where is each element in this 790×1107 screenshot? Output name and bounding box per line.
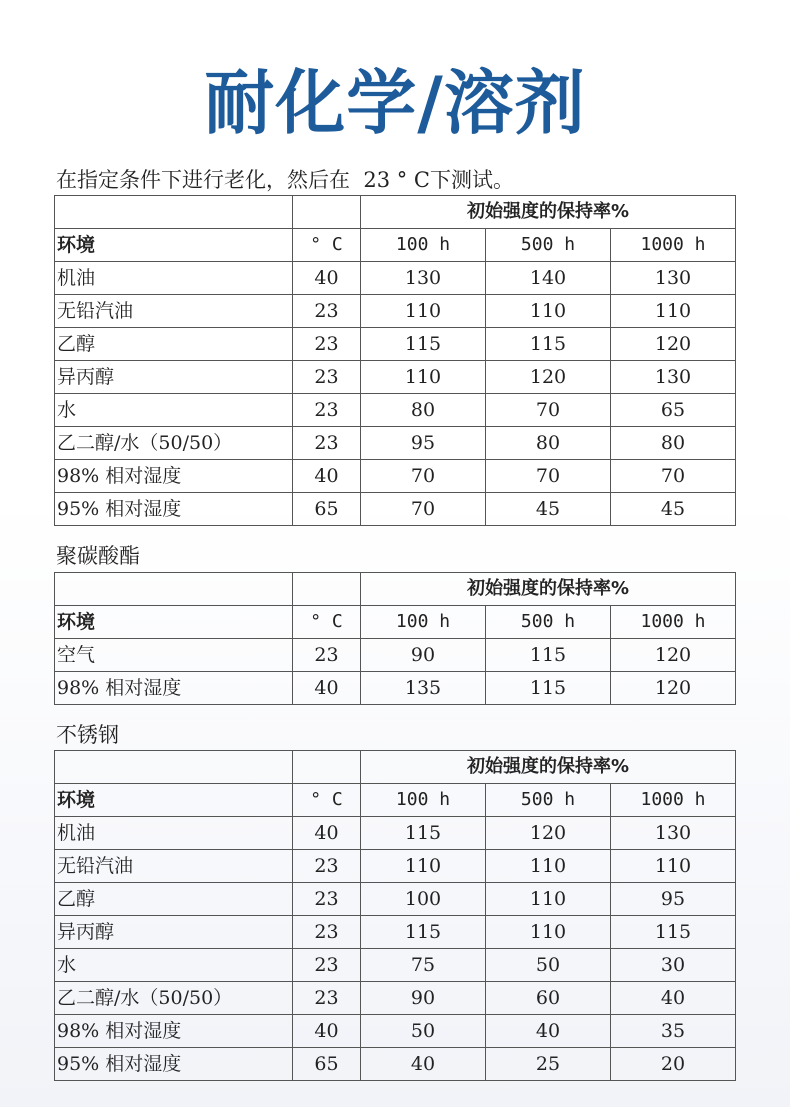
- column-header-row: [55, 606, 736, 639]
- header-500h: 500 h: [486, 229, 611, 262]
- value-100h-cell: 95: [361, 427, 486, 460]
- value-500h-cell: 140: [486, 262, 611, 295]
- section-label-polycarbonate: 聚碳酸酯: [56, 544, 140, 568]
- header-environment: 环境: [55, 606, 293, 639]
- group-header-row: [55, 751, 736, 784]
- value-500h-cell: 40: [486, 1015, 611, 1048]
- temperature-cell: 65: [293, 1048, 361, 1081]
- value-100h-cell: 115: [361, 916, 486, 949]
- table-row: [55, 328, 736, 361]
- empty-cell: [293, 573, 361, 606]
- value-100h-cell: 70: [361, 493, 486, 526]
- value-1000h-cell: 130: [611, 817, 736, 850]
- value-500h-cell: 45: [486, 493, 611, 526]
- table-row: [55, 493, 736, 526]
- environment-cell: 98% 相对湿度: [55, 672, 293, 705]
- table-row: [55, 883, 736, 916]
- table-row: [55, 949, 736, 982]
- value-100h-cell: 80: [361, 394, 486, 427]
- temperature-cell: 23: [293, 427, 361, 460]
- value-1000h-cell: 115: [611, 916, 736, 949]
- value-100h-cell: 110: [361, 295, 486, 328]
- header-1000h: 1000 h: [611, 606, 736, 639]
- header-100h: 100 h: [361, 606, 486, 639]
- value-500h-cell: 120: [486, 817, 611, 850]
- value-1000h-cell: 80: [611, 427, 736, 460]
- value-1000h-cell: 70: [611, 460, 736, 493]
- environment-cell: 乙二醇/水（50/50）: [55, 427, 293, 460]
- value-1000h-cell: 120: [611, 639, 736, 672]
- value-100h-cell: 110: [361, 361, 486, 394]
- header-1000h: 1000 h: [611, 229, 736, 262]
- temperature-cell: 23: [293, 949, 361, 982]
- retention-table-polycarbonate: [54, 572, 736, 705]
- value-1000h-cell: 45: [611, 493, 736, 526]
- empty-cell: [293, 751, 361, 784]
- empty-cell: [293, 196, 361, 229]
- header-environment: 环境: [55, 784, 293, 817]
- value-500h-cell: 80: [486, 427, 611, 460]
- value-500h-cell: 70: [486, 394, 611, 427]
- header-500h: 500 h: [486, 606, 611, 639]
- value-500h-cell: 115: [486, 328, 611, 361]
- header-500h: 500 h: [486, 784, 611, 817]
- value-1000h-cell: 120: [611, 328, 736, 361]
- environment-cell: 异丙醇: [55, 361, 293, 394]
- value-1000h-cell: 30: [611, 949, 736, 982]
- environment-cell: 空气: [55, 639, 293, 672]
- header-1000h: 1000 h: [611, 784, 736, 817]
- table-row: [55, 427, 736, 460]
- empty-cell: [55, 573, 293, 606]
- table-row: [55, 394, 736, 427]
- table-row: [55, 672, 736, 705]
- temperature-cell: 23: [293, 361, 361, 394]
- header-temperature: ° C: [293, 229, 361, 262]
- temperature-cell: 40: [293, 672, 361, 705]
- value-100h-cell: 75: [361, 949, 486, 982]
- value-500h-cell: 70: [486, 460, 611, 493]
- temperature-cell: 40: [293, 262, 361, 295]
- table-row: [55, 850, 736, 883]
- value-1000h-cell: 20: [611, 1048, 736, 1081]
- section-label-stainless-steel: 不锈钢: [56, 723, 119, 747]
- value-1000h-cell: 95: [611, 883, 736, 916]
- group-header: 初始强度的保持率%: [361, 751, 736, 784]
- value-1000h-cell: 110: [611, 295, 736, 328]
- environment-cell: 水: [55, 949, 293, 982]
- value-100h-cell: 100: [361, 883, 486, 916]
- group-header-row: [55, 196, 736, 229]
- table-row: [55, 460, 736, 493]
- value-100h-cell: 115: [361, 817, 486, 850]
- header-temperature: ° C: [293, 606, 361, 639]
- environment-cell: 异丙醇: [55, 916, 293, 949]
- value-500h-cell: 110: [486, 850, 611, 883]
- value-1000h-cell: 120: [611, 672, 736, 705]
- empty-cell: [55, 196, 293, 229]
- value-500h-cell: 60: [486, 982, 611, 1015]
- environment-cell: 乙醇: [55, 328, 293, 361]
- value-1000h-cell: 65: [611, 394, 736, 427]
- environment-cell: 水: [55, 394, 293, 427]
- temperature-cell: 40: [293, 460, 361, 493]
- value-100h-cell: 40: [361, 1048, 486, 1081]
- environment-cell: 机油: [55, 262, 293, 295]
- group-header: 初始强度的保持率%: [361, 196, 736, 229]
- header-environment: 环境: [55, 229, 293, 262]
- group-header-row: [55, 573, 736, 606]
- group-header: 初始强度的保持率%: [361, 573, 736, 606]
- table-row: [55, 1015, 736, 1048]
- value-1000h-cell: 130: [611, 361, 736, 394]
- value-500h-cell: 110: [486, 883, 611, 916]
- table-row: [55, 361, 736, 394]
- temperature-cell: 40: [293, 1015, 361, 1048]
- temperature-cell: 23: [293, 916, 361, 949]
- temperature-cell: 23: [293, 295, 361, 328]
- environment-cell: 无铅汽油: [55, 295, 293, 328]
- value-500h-cell: 110: [486, 295, 611, 328]
- value-500h-cell: 115: [486, 639, 611, 672]
- value-500h-cell: 50: [486, 949, 611, 982]
- table-row: [55, 817, 736, 850]
- value-1000h-cell: 35: [611, 1015, 736, 1048]
- temperature-cell: 40: [293, 817, 361, 850]
- table-row: [55, 262, 736, 295]
- temperature-cell: 23: [293, 883, 361, 916]
- value-100h-cell: 115: [361, 328, 486, 361]
- header-temperature: ° C: [293, 784, 361, 817]
- value-500h-cell: 120: [486, 361, 611, 394]
- retention-table-default: [54, 195, 736, 526]
- temperature-cell: 23: [293, 639, 361, 672]
- temperature-cell: 23: [293, 982, 361, 1015]
- temperature-cell: 65: [293, 493, 361, 526]
- column-header-row: [55, 229, 736, 262]
- value-500h-cell: 110: [486, 916, 611, 949]
- table-row: [55, 639, 736, 672]
- value-100h-cell: 90: [361, 982, 486, 1015]
- value-100h-cell: 50: [361, 1015, 486, 1048]
- environment-cell: 无铅汽油: [55, 850, 293, 883]
- empty-cell: [55, 751, 293, 784]
- value-1000h-cell: 110: [611, 850, 736, 883]
- environment-cell: 98% 相对湿度: [55, 1015, 293, 1048]
- value-100h-cell: 90: [361, 639, 486, 672]
- table-row: [55, 982, 736, 1015]
- header-100h: 100 h: [361, 784, 486, 817]
- environment-cell: 乙醇: [55, 883, 293, 916]
- temperature-cell: 23: [293, 850, 361, 883]
- temperature-cell: 23: [293, 394, 361, 427]
- value-500h-cell: 25: [486, 1048, 611, 1081]
- intro-text: 在指定条件下进行老化，然后在 23 ° C下测试。: [56, 168, 514, 192]
- table-row: [55, 1048, 736, 1081]
- environment-cell: 乙二醇/水（50/50）: [55, 982, 293, 1015]
- value-500h-cell: 115: [486, 672, 611, 705]
- environment-cell: 95% 相对湿度: [55, 493, 293, 526]
- environment-cell: 95% 相对湿度: [55, 1048, 293, 1081]
- table-row: [55, 295, 736, 328]
- environment-cell: 机油: [55, 817, 293, 850]
- value-100h-cell: 70: [361, 460, 486, 493]
- value-100h-cell: 135: [361, 672, 486, 705]
- column-header-row: [55, 784, 736, 817]
- value-1000h-cell: 40: [611, 982, 736, 1015]
- table-row: [55, 916, 736, 949]
- retention-table-stainless-steel: [54, 750, 736, 1081]
- value-100h-cell: 130: [361, 262, 486, 295]
- temperature-cell: 23: [293, 328, 361, 361]
- header-100h: 100 h: [361, 229, 486, 262]
- page-title: 耐化学/溶剂: [204, 62, 586, 144]
- value-1000h-cell: 130: [611, 262, 736, 295]
- environment-cell: 98% 相对湿度: [55, 460, 293, 493]
- value-100h-cell: 110: [361, 850, 486, 883]
